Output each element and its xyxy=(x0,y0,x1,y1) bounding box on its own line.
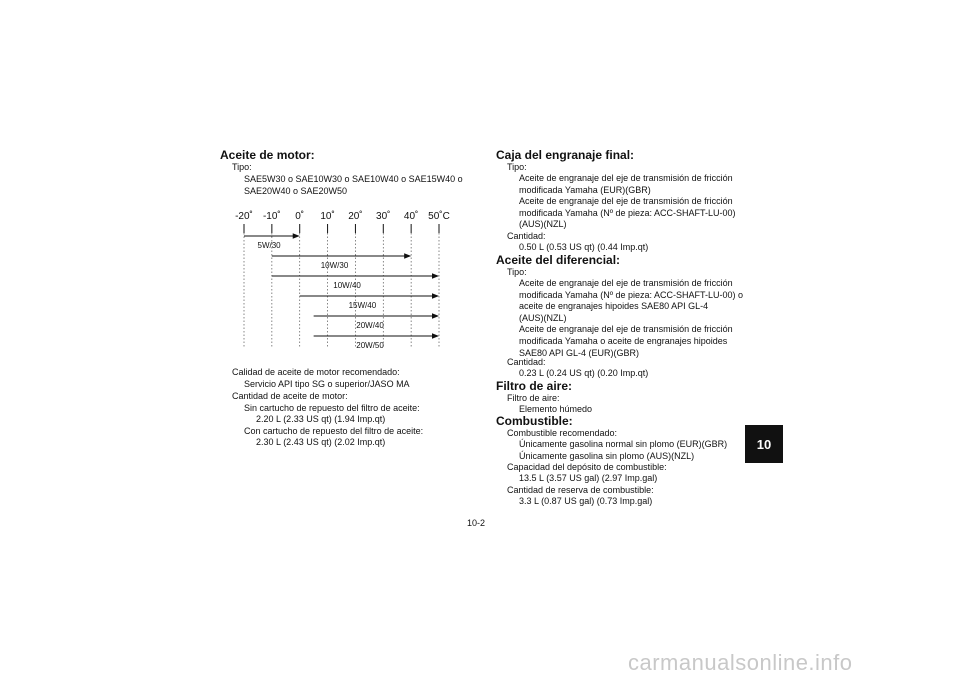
final-gear-type-lines xyxy=(519,173,736,231)
text-line: Aceite de engranaje del eje de transmisión de fricción xyxy=(519,196,733,207)
engine-oil-type-lines xyxy=(244,174,463,197)
chapter-tab: 10 xyxy=(745,425,783,463)
text-line: aceite de engranajes hipoides SAE80 API GL-4 xyxy=(519,301,709,312)
text-line: Aceite de engranaje del eje de transmisión de fricción xyxy=(519,324,733,335)
series-label: 5W/30 xyxy=(257,241,281,250)
series-label: 10W/40 xyxy=(333,281,361,290)
tick-label: 40˚ xyxy=(403,211,419,222)
oil-with-filter-label: Con cartucho de repuesto del filtro de aceite: xyxy=(244,426,424,436)
range-arrowhead xyxy=(432,333,439,339)
fuel-recommended-lines xyxy=(519,439,727,462)
fuel-reserve-value: 3.3 L (0.87 US gal) (0.73 Imp.gal) xyxy=(519,496,653,506)
fuel-capacity-value: 13.5 L (3.57 US gal) (2.97 Imp.gal) xyxy=(519,473,658,483)
series-label: 20W/50 xyxy=(356,341,384,350)
range-arrowhead xyxy=(293,233,300,239)
final-gear-type-label: Tipo: xyxy=(507,162,527,172)
text-line: Aceite de engranaje del eje de transmisión de fricción xyxy=(519,278,733,288)
page-number: 10-2 xyxy=(467,518,486,528)
text-line: SAE5W30 o SAE10W30 o SAE10W40 o SAE15W40 o xyxy=(244,174,463,184)
differential-type-label: Tipo: xyxy=(507,267,527,277)
fuel-capacity-label: Capacidad del depósito de combustible: xyxy=(507,462,667,472)
watermark: carmanualsonline.info xyxy=(628,650,853,675)
fuel-heading: Combustible: xyxy=(496,414,573,428)
tick-label: -10˚ xyxy=(262,211,281,222)
series-label: 10W/30 xyxy=(320,261,349,270)
series-label: 15W/40 xyxy=(348,301,377,310)
text-line: Únicamente gasolina sin plomo (AUS)(NZL) xyxy=(519,450,695,461)
oil-without-filter-label: Sin cartucho de repuesto del filtro de aceite: xyxy=(244,403,420,413)
text-line: modificada Yamaha (Nº de pieza: ACC-SHAFT-LU-00) o xyxy=(519,289,744,300)
text-line: modificada Yamaha o aceite de engranajes hipoides xyxy=(519,335,728,346)
text-line: SAE20W40 o SAE20W50 xyxy=(244,185,348,196)
differential-quantity-label: Cantidad: xyxy=(507,357,546,367)
oil-quantity-label: Cantidad de aceite de motor: xyxy=(232,391,348,401)
oil-quality-value: Servicio API tipo SG o superior/JASO MA xyxy=(244,379,410,389)
air-filter-heading: Filtro de aire: xyxy=(496,379,573,393)
oil-with-filter-value: 2.30 L (2.43 US qt) (2.02 Imp.qt) xyxy=(256,437,386,447)
tick-label: 50˚C xyxy=(428,211,450,222)
final-gear-quantity-label: Cantidad: xyxy=(507,231,546,241)
fuel-recommended-label: Combustible recomendado: xyxy=(507,428,618,438)
tick-label: 20˚ xyxy=(348,211,363,222)
differential-quantity-value: 0.23 L (0.24 US qt) (0.20 Imp.qt) xyxy=(519,368,649,378)
range-arrowhead xyxy=(432,293,439,299)
tick-label: -20˚ xyxy=(235,211,253,222)
oil-quality-label: Calidad de aceite de motor recomendado: xyxy=(232,367,400,377)
text-line: (AUS)(NZL) xyxy=(519,219,567,230)
final-gear-heading: Caja del engranaje final: xyxy=(496,148,635,162)
text-line: modificada Yamaha (EUR)(GBR) xyxy=(519,184,651,195)
text-line: Únicamente gasolina normal sin plomo (EUR)(GBR) xyxy=(519,439,728,449)
tick-label: 30˚ xyxy=(376,211,391,222)
range-arrowhead xyxy=(432,273,439,279)
text-line: Aceite de engranaje del eje de transmisión de fricción xyxy=(519,173,733,183)
air-filter-value: Elemento húmedo xyxy=(519,404,593,414)
range-arrowhead xyxy=(404,253,411,259)
tick-label: 0˚ xyxy=(295,211,305,222)
fuel-reserve-label: Cantidad de reserva de combustible: xyxy=(507,485,654,495)
range-arrowhead xyxy=(432,313,439,319)
final-gear-quantity-value: 0.50 L (0.53 US qt) (0.44 Imp.qt) xyxy=(519,242,649,252)
text-line: modificada Yamaha (Nº de pieza: ACC-SHAFT-LU-00) xyxy=(519,207,736,218)
engine-oil-type-label: Tipo: xyxy=(232,162,252,172)
text-line: SAE80 API GL-4 (EUR)(GBR) xyxy=(519,347,640,358)
engine-oil-heading: Aceite de motor: xyxy=(220,148,315,162)
tick-label: 10˚ xyxy=(320,211,335,222)
differential-type-lines xyxy=(519,278,743,359)
differential-heading: Aceite del diferencial: xyxy=(496,253,621,267)
air-filter-label: Filtro de aire: xyxy=(507,393,560,403)
series-label: 20W/40 xyxy=(356,321,384,330)
oil-without-filter-value: 2.20 L (2.33 US qt) (1.94 Imp.qt) xyxy=(256,414,386,424)
oil-viscosity-chart xyxy=(225,205,455,355)
text-line: (AUS)(NZL) xyxy=(519,312,567,323)
